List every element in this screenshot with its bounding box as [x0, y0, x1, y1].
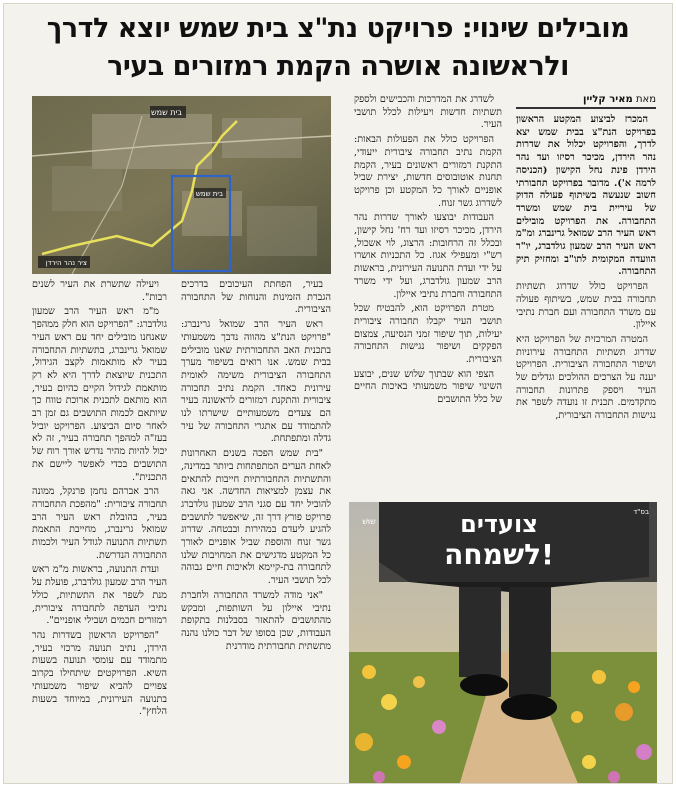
headline-line-1: מובילים שינוי: פרויקט נת"צ בית שמש יוצא לדרך [46, 13, 630, 44]
byline-author: מאיר קליין [583, 94, 633, 105]
byline-prefix: מאת [635, 94, 656, 105]
aerial-map-graphic [32, 96, 331, 274]
map-city-label: בית שמש [151, 108, 182, 117]
article-paragraph: "הפרויקט הראשון בשדרות נהר הירדן, נתיב תנועה מרכזי בעיר, מתמודד עם עומסי תנועה בשעות השיא. הפרויקטים שיתחילו בקרוב צפויים להביא שיפור משמעותי בתנועה העירונית, במיוחד בשעות הלחץ". [32, 629, 167, 718]
ad-logo: שוּשׁ [362, 517, 376, 526]
article-paragraph: העבודות יבוצעו לאורך שדרות נהר הירדן, מכיכר רסיזו ועד רח' נחל קישון, ובכלל זה הרחובות: הרצוג, לוי אשכול, רש"י ומעפילי אגוז. כל התכניות אושרו על ידי ועדת התנועה העירונית, בראשות הרב שמעון גולדברג, ועל ידי משרד התחבורה וחברת נתיבי איילון. [354, 212, 502, 300]
article-paragraph: "בית שמש הפכה בשנים האחרונות לאחת הערים המתפתחות ביותר במדינה, והתשתיות התחבורתיות חייבות להתאים את עצמן למציאות החדשה. אני גאה להוביל יחד עם סגני הרב שמעון גולדברג פרויקט פורץ דרך זה, שיאפשר לתושבים להגיע ליעדם במהירות ובבטחה. שדרוג גשר זנוח והוספת שביל אופניים לאורך כל המקטע מדגישים את המחויבות שלנו לתחבורה בת-קיימא ולאיכות חיים גבוהה לכל תושבי העיר. [181, 448, 331, 587]
article-column-middle-top [354, 94, 502, 496]
article-paragraph: ועדת התנועה, בראשות מ"מ ראש העיר הרב שמעון גולדברג, פועלת על מנת לשפר את התשתיות, כולל נתיבי העדפה לתחבורה ציבורית, רמזורים חכמים ושבילי אופניים". [32, 564, 167, 627]
article-paragraph: המכרז לביצוע המקטע הראשון בפרויקט הנת"צ בבית שמש יצא לדרך, והפרויקט יכלול את שדרות נהר הירדן, מכיכר רסיזו ועד נהר הירדן פינת נחל הקישון (הכניסה לרמה א'). מדובר בפרויקט תחבורתי חשוב שנעשה בשיתוף פעולה הדוק של עיריית בית שמש ומשרד התחבורה. את הפרויקט מובילים ראש העיר הרב שמואל גרינברג ומ"מ ראש העיר הרב שמעון גולדברג, יו"ר הוועדה המקומית לתו"ב ומחזיק תיק התחבורה. [516, 114, 656, 278]
map-corner-label: ציר נהר הירדן [45, 259, 87, 267]
article-paragraph: ראש העיר הרב שמואל גרינברג: "פרויקט הנת"צ מהווה נדבך משמעותי בתכנית האב התחבורתית שאנו מובילים בבית שמש. אנו רואים בשיפור מערך התחבורה הציבורית משימה לאומית עירונית כאחד. הקמת נתיב תחבורה ציבורית והתקנת רמזורים לראשונה בעיר הם צעדים משמעותיים שישרתו לנו להתמודד עם אתגרי התחבורה של עיר גדלה ומתפתחת. [181, 319, 331, 445]
article-paragraph: מטרת הפרויקט הוא, להבטיח שכל תושבי העיר יקבלו תחבורה ציבורית יעילות, תוך שיפור זמני הנסיעה, צמצום הפקקים ושיפור נגישות התחבורה הציבורית. [354, 303, 502, 366]
article-paragraph: בעיר, הפחתת העיכובים בדרכים הגברת הזמינות והנוחות של התחבורה הציבורית. [181, 279, 331, 316]
route-map-image [32, 96, 331, 274]
advertisement-image [349, 502, 657, 784]
article-paragraph: לשדרג את המדרכות והכבישים ולספק תשתיות חדשות ויעילות לכלל תושבי העיר. [354, 94, 502, 131]
ad-tag: בס"ד [633, 508, 649, 516]
article-paragraph: הצפי הוא שבתוך שלוש שנים, יבוצע השינוי שיפור משמעותי באיכות החיים של כלל התושבים [354, 368, 502, 406]
article-paragraph: הפרויקט כולל שדרוג תשתיות תחבורה בבית שמש, בשיתוף פעולה עם משרד התחבורה ועם חברת נתיבי איילון. [516, 281, 656, 331]
article-paragraph: "אני מודה למשרד התחבורה ולחברת נתיבי איילון על השותפות, ומבקש מהתושבים להתאזר בסבלנות בתקופת העבודות, שכן בסופו של דבר כולנו נהנה מתשתית תחבורתית מודרנית [181, 589, 331, 652]
article-column-left [32, 279, 167, 784]
article-paragraph: המטרה המרכזית של הפרויקט היא שדרוג תשתיות התחבורה עירוניות ושיפור התחבורה הציבורית. הפרויקט יענה על הצרכים ההולכים וגדלים של העיר ויספק פתרונות תחבורה מתקדמים. תכנית זו נועדה לשפר את נגישות התחבורה הציבורית, [516, 333, 656, 422]
map-overlay-label: בית שמש [195, 190, 223, 198]
ad-headline-1: צועדים [460, 510, 538, 538]
article-paragraph: ויעילה שתשרת את העיר לשנים רבות". [32, 279, 167, 303]
article-paragraph: הרב אברהם נחמן פרנקל, ממונה תחבורה ציבורית: "מהפכת התחבורה בעיר, בהובלת ראש העיר הרב שמואל גרינברג, מחייבת התאמת תשתיות התנועה לגודל העיר ולכמות התחבורה הנדרשת. [32, 486, 167, 561]
article-paragraph: הפרויקט כולל את הפעולות הבאות: הקמת נתיב תחבורה ציבורית ייעודי, התקנת רמזורים ראשונים בעיר, הקמת תחנות אוטובוסים חדשות, יצירת שביל אופניים לאורך כל המקטע וכן פרויקט לשדרוג גשר זנוח. [354, 134, 502, 209]
ad-graphic [349, 502, 657, 784]
article-column-middle-bottom [181, 279, 331, 784]
ad-headline-2: לשמחה! [444, 538, 554, 571]
article-column-right [516, 114, 656, 498]
headline-line-2: ולראשונה אושרה הקמת רמזורים בעיר [107, 51, 569, 82]
byline [516, 94, 656, 109]
newspaper-page [3, 3, 673, 784]
article-paragraph: מ"מ ראש העיר הרב שמעון גולדברג: "הפרויקט הוא חלק ממהפך שאנחנו מובילים יחד עם ראש העיר שמואל גרינברג, בתשתיות התחבורה בעיר לא מותאמות לקצב הגידול, התכנית שיוצאת לדרך היא לא רק מותאמת לגידול הקיים כהיום בעיר, הוא מותאם לתכנית ארוכת טווח כך שיותאם לכמות התושבים גם זמן רב לאחר סיום הביצוע. הפרויקט יוביל בעז"ה למהפך תחבורה בעיר, זה לא יכול להיות מהיר נדרש אורך רוח של התושבים בכדי לאפשר ליישם את התכנית". [32, 306, 167, 483]
